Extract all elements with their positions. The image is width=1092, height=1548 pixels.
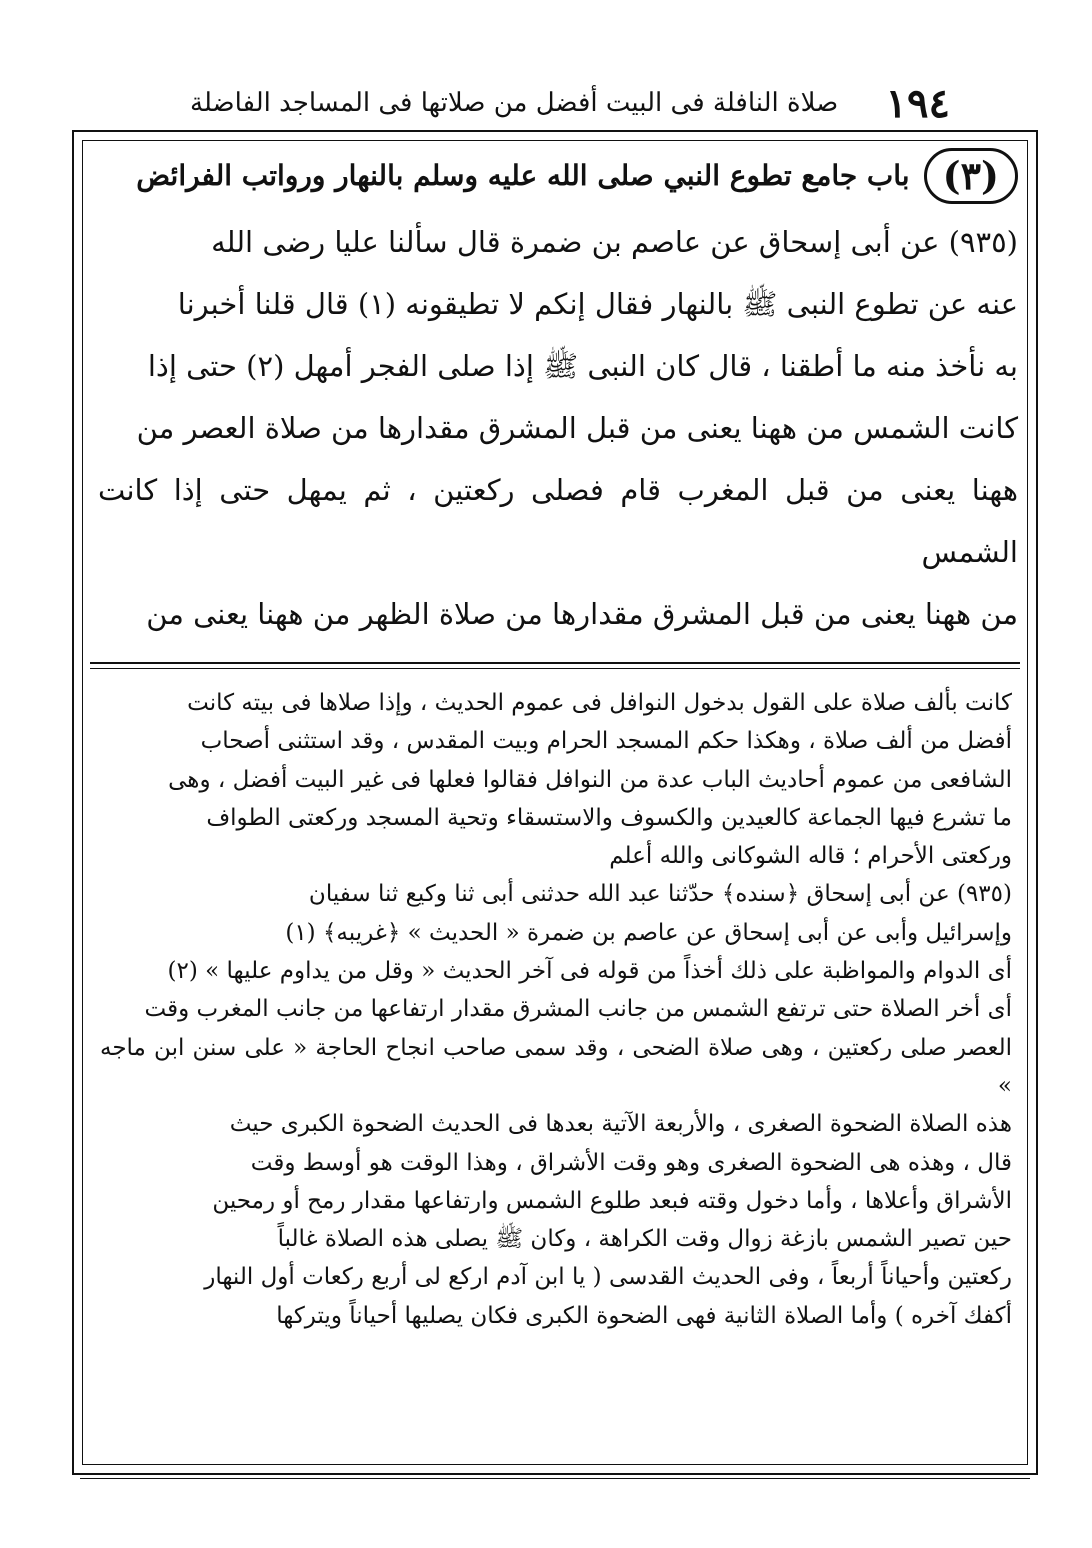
page-number: ١٩٤ [885, 79, 950, 127]
commentary [100, 684, 1012, 1454]
running-title: صلاة النافلة فى البيت أفضل من صلاتها فى المساجد الفاضلة [190, 88, 839, 118]
main-text [98, 145, 1018, 645]
section-divider [90, 662, 1020, 664]
commentary-line: ما تشرع فيها الجماعة كالعيدين والكسوف والاستسقاء وتحية المسجد وركعتى الطواف [206, 804, 1012, 831]
page-header [190, 80, 950, 126]
commentary-line: كانت بألف صلاة على القول بدخول النوافل فى عموم الحديث ، وإذا صلاها فى بيته كانت [187, 690, 1012, 716]
hadith-line: (٩٣٥) عن أبى إسحاق عن عاصم بن ضمرة قال سألنا عليا رضى الله [211, 225, 1018, 259]
commentary-line: ركعتين وأحياناً أربعاً ، وفى الحديث القدسى ( يا ابن آدم اركع لى أربع ركعات أول النهار [204, 1264, 1012, 1291]
hadith-line: ههنا يعنى من قبل المغرب قام فصلى ركعتين ، ثم يمهل حتى إذا كانت الشمس [98, 473, 1018, 569]
commentary-line: الشافعى من عموم أحاديث الباب عدة من النوافل فقالوا فعلها فى غير البيت أفضل ، وهى [168, 766, 1012, 793]
chapter-title: باب جامع تطوع النبي صلى الله عليه وسلم بالنهار ورواتب الفرائض [136, 159, 910, 192]
commentary-line: أى أخر الصلاة حتى ترتفع الشمس من جانب المشرق مقدار ارتفاعها من جانب المغرب وقت [144, 996, 1012, 1023]
commentary-line: أى الدوام والمواظبة على ذلك أخذاً من قوله فى آخر الحديث « وقل من يداوم عليها » (٢) [167, 958, 1012, 985]
commentary-line: وركعتى الأحرام ؛ قاله الشوكانى والله أعلم [609, 843, 1012, 870]
commentary-line: قال ، وهذه هى الضحوة الصغرى وهو وقت الأشراق ، وهذا الوقت هو أوسط وقت [250, 1149, 1012, 1176]
hadith-line: عنه عن تطوع النبى ﷺ بالنهار فقال إنكم لا تطيقونه (١) قال قلنا أخبرنا [177, 287, 1018, 321]
commentary-line: العصر صلى ركعتين ، وهى صلاة الضحى ، وقد سمى صاحب انجاح الحاجة « على سنن ابن ماجه » [100, 1034, 1012, 1099]
commentary-line: الأشراق وأعلاها ، وأما دخول وقته فبعد طلوع الشمس وارتفاعها مقدار رمح أو رمحين [212, 1187, 1012, 1214]
section-divider-thin [90, 668, 1020, 669]
commentary-line: أفضل من ألف صلاة ، وهكذا حكم المسجد الحرام وبيت المقدس ، وقد استثنى أصحاب [200, 728, 1012, 755]
hadith-line: كانت الشمس من ههنا يعنى من قبل المشرق مقدارها من صلاة العصر من [136, 411, 1018, 445]
hadith-line: من ههنا يعنى من قبل المشرق مقدارها من صلاة الظهر من ههنا يعنى من [146, 597, 1018, 631]
chapter-number: (٣) [924, 148, 1018, 204]
commentary-line: أكفك آخره ) وأما الصلاة الثانية فهى الضحوة الكبرى فكان يصليها أحياناً ويتركها [276, 1302, 1012, 1329]
commentary-line: حين تصير الشمس بازغة زوال وقت الكراهة ، وكان ﷺ يصلى هذه الصلاة غالباً [277, 1226, 1012, 1253]
bottom-rule [80, 1478, 1030, 1479]
commentary-line: وإسرائيل وأبى عن أبى إسحاق عن عاصم بن ضمرة « الحديث » ﴿غريبه﴾ (١) [285, 919, 1012, 946]
hadith-line: به نأخذ منه ما أطقنا ، قال كان النبى ﷺ إذا صلى الفجر أمهل (٢) حتى إذا [147, 349, 1018, 383]
commentary-line: (٩٣٥) عن أبى إسحاق ﴿سنده﴾ حدّثنا عبد الله حدثنى أبى ثنا وكيع ثنا سفيان [308, 881, 1012, 908]
commentary-line: هذه الصلاة الضحوة الصغرى ، والأربعة الآتية بعدها فى الحديث الضحوة الكبرى حيث [229, 1111, 1012, 1138]
chapter-heading [98, 145, 1018, 207]
